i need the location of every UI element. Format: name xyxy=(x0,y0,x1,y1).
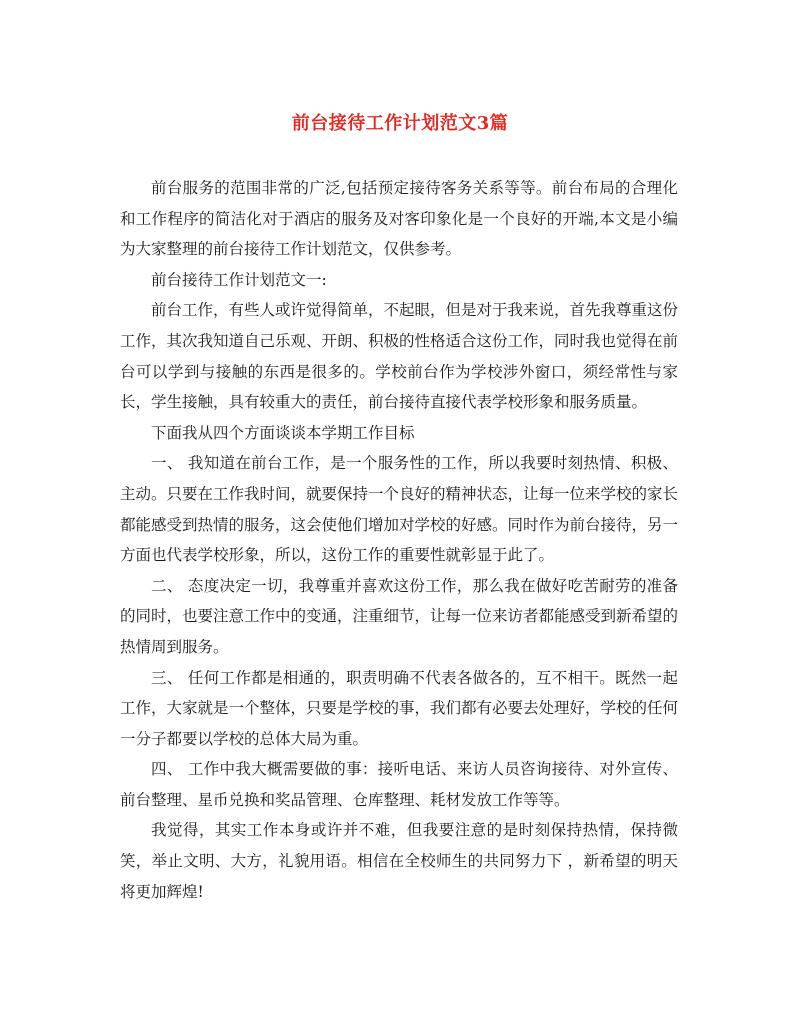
paragraph-front-desk-work: 前台工作，有些人或许觉得简单，不起眼，但是对于我来说，首先我尊重这份工作，其次我知道自己乐观、开朗、积极的性格适合这份工作，同时我也觉得在前台可以学到与接触的东西是很多的。学校前台作为学校涉外窗口，须经常性与家长，学生接触，具有较重大的责任，前台接待直接代表学校形象和服务质量。 xyxy=(120,301,679,412)
paragraph-point-two: 二、 态度决定一切，我尊重并喜欢这份工作，那么我在做好吃苦耐劳的准备的同时，也要注意工作中的变通，注重细节，让每一位来访者都能感受到新希望的热情周到服务。 xyxy=(120,576,679,656)
paragraph-heading-sample-one: 前台接待工作计划范文一: xyxy=(151,270,327,289)
paragraph-conclusion: 我觉得，其实工作本身或许并不难，但我要注意的是时刻保持热情，保持微笑，举止文明、大方，礼貌用语。相信在全校师生的共同努力下 ，新希望的明天将更加辉煌! xyxy=(120,821,678,901)
document-title: 前台接待工作计划范文3篇 xyxy=(291,113,509,134)
paragraph-point-one: 一、 我知道在前台工作，是一个服务性的工作，所以我要时刻热情、积极、主动。只要在工作我时间，就要保持一个良好的精神状态，让每一位来学校的家长都能感受到热情的服务，这会使他们增加对学校的好感。同时作为前台接待，另一方面也代表学校形象，所以，这份工作的重要性就彰显于此了。 xyxy=(120,454,679,565)
paragraph-point-three: 三、 任何工作都是相通的，职责明确不代表各做各的，互不相干。既然一起工作，大家就是一个整体，只要是学校的事，我们都有必要去处理好，学校的任何一分子都要以学校的总体大局为重。 xyxy=(120,668,679,748)
paragraph-intro: 前台服务的范围非常的广泛,包括预定接待客务关系等等。前台布局的合理化和工作程序的简洁化对于酒店的服务及对客印象化是一个良好的开端,本文是小编为大家整理的前台接待工作计划范文，仅供参考。 xyxy=(120,179,678,259)
paragraph-point-four: 四、 工作中我大概需要做的事：接听电话、来访人员咨询接待、对外宣传、前台整理、星币兑换和奖品管理、仓库整理、耗材发放工作等等。 xyxy=(120,760,678,809)
document-body xyxy=(120,173,678,907)
paragraph-four-aspects: 下面我从四个方面谈谈本学期工作目标 xyxy=(151,423,415,442)
